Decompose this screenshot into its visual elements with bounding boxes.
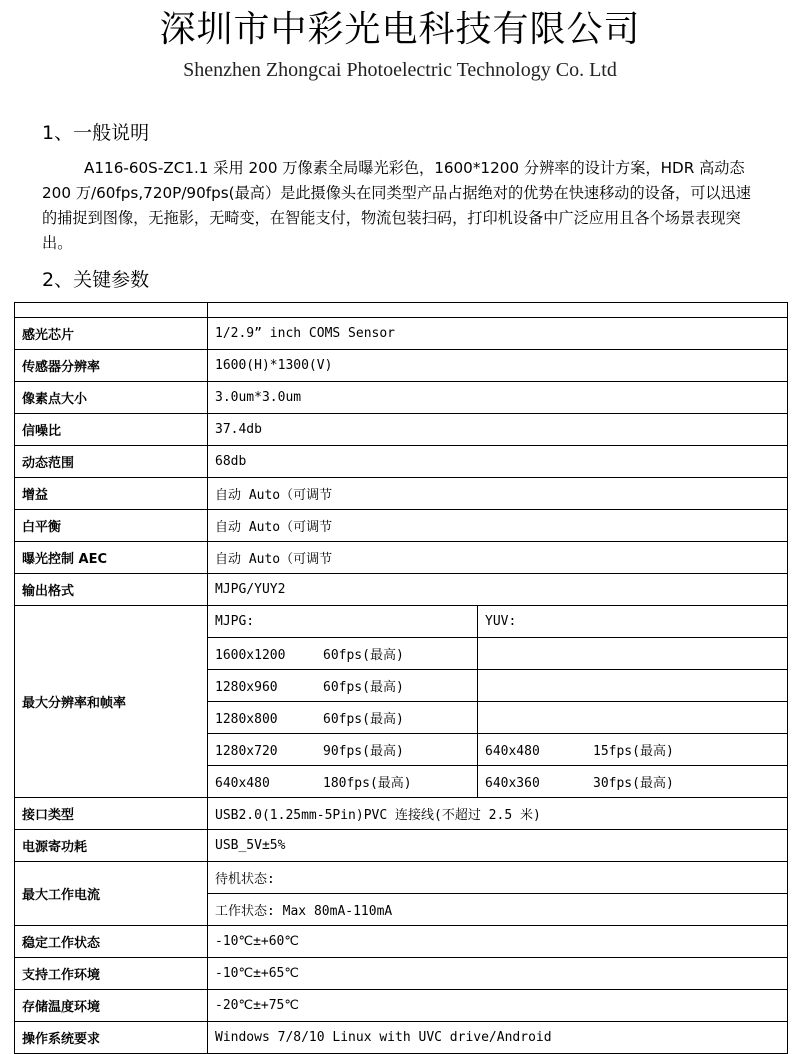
param-value-working: 工作状态: Max 80mA-110mA — [208, 894, 788, 926]
param-value: 1600(H)*1300(V) — [208, 350, 788, 382]
yuv-mode — [478, 670, 788, 702]
yuv-mode — [478, 766, 788, 798]
param-value: -20℃±+75℃ — [208, 990, 788, 1022]
table-row — [15, 318, 788, 350]
mode-resolution: 640x480 — [215, 776, 270, 791]
mode-fps: 60fps(最高) — [323, 680, 404, 695]
table-row — [15, 350, 788, 382]
param-value: MJPG/YUY2 — [208, 574, 788, 606]
table-row — [15, 542, 788, 574]
param-label: 支持工作环境 — [15, 958, 208, 990]
table-row — [15, 606, 788, 638]
table-row — [15, 990, 788, 1022]
param-label: 白平衡 — [15, 510, 208, 542]
mode-fps: 30fps(最高) — [593, 776, 674, 791]
table-row — [15, 303, 788, 318]
company-name-en: Shenzhen Zhongcai Photoelectric Technology Co. Ltd — [183, 59, 617, 81]
yuv-mode — [478, 638, 788, 670]
param-value: 3.0um*3.0um — [208, 382, 788, 414]
param-value: 37.4db — [208, 414, 788, 446]
param-value: Windows 7/8/10 Linux with UVC drive/Android — [208, 1022, 788, 1054]
param-label: 输出格式 — [15, 574, 208, 606]
table-row — [15, 926, 788, 958]
table-row — [15, 862, 788, 894]
param-label: 增益 — [15, 478, 208, 510]
param-value: 自动 Auto（可调节 — [208, 510, 788, 542]
param-label: 曝光控制 AEC — [15, 542, 208, 574]
param-label: 最大分辨率和帧率 — [15, 606, 208, 798]
mode-resolution: 640x480 — [485, 744, 540, 759]
mjpg-mode — [208, 702, 478, 734]
param-label: 操作系统要求 — [15, 1022, 208, 1054]
param-label: 感光芯片 — [15, 318, 208, 350]
table-cell — [15, 303, 208, 318]
mode-fps: 180fps(最高) — [323, 776, 412, 791]
param-value: 68db — [208, 446, 788, 478]
mode-resolution: 1280x800 — [215, 712, 278, 727]
mjpg-mode — [208, 734, 478, 766]
param-label: 动态范围 — [15, 446, 208, 478]
yuv-mode — [478, 702, 788, 734]
table-row — [15, 510, 788, 542]
param-label: 传感器分辨率 — [15, 350, 208, 382]
table-row — [15, 830, 788, 862]
param-label: 电源寄功耗 — [15, 830, 208, 862]
yuv-mode — [478, 734, 788, 766]
mode-fps: 90fps(最高) — [323, 744, 404, 759]
param-value: USB2.0(1.25mm-5Pin)PVC 连接线(不超过 2.5 米) — [208, 798, 788, 830]
general-description: A116-60S-ZC1.1 采用 200 万像素全局曝光彩色，1600*1200 分辨率的设计方案，HDR 高动态 200 万/60fps,720P/90fps(最高）是此摄像头在同类型产品占据绝对的优势在快速移动的设备，可以迅速的捕捉到图像，无拖影，无畸变，在智能支付，物流包装扫码，打印机设备中广泛应用且各个场景表现突出。 — [42, 159, 751, 252]
section-title-general: 1、一般说明 — [42, 122, 150, 144]
table-row — [15, 958, 788, 990]
param-value: -10℃±+65℃ — [208, 958, 788, 990]
mode-resolution: 640x360 — [485, 776, 540, 791]
param-label: 稳定工作状态 — [15, 926, 208, 958]
param-value: 自动 Auto（可调节 — [208, 478, 788, 510]
param-value: 1/2.9” inch COMS Sensor — [208, 318, 788, 350]
param-label: 存储温度环境 — [15, 990, 208, 1022]
param-label: 接口类型 — [15, 798, 208, 830]
table-row — [15, 1022, 788, 1054]
param-label: 信噪比 — [15, 414, 208, 446]
mode-fps: 60fps(最高) — [323, 712, 404, 727]
mode-resolution: 1280x960 — [215, 680, 278, 695]
table-row — [15, 414, 788, 446]
mode-fps: 60fps(最高) — [323, 648, 404, 663]
param-label: 最大工作电流 — [15, 862, 208, 926]
mode-resolution: 1280x720 — [215, 744, 278, 759]
table-row — [15, 382, 788, 414]
table-cell — [208, 303, 788, 318]
param-value: -10℃±+60℃ — [208, 926, 788, 958]
params-table — [14, 302, 788, 1054]
company-name-cn: 深圳市中彩光电科技有限公司 — [159, 9, 641, 50]
param-label: 像素点大小 — [15, 382, 208, 414]
mode-fps: 15fps(最高) — [593, 744, 674, 759]
table-row — [15, 478, 788, 510]
section-title-params: 2、关键参数 — [42, 269, 150, 291]
param-value-standby: 待机状态: — [208, 862, 788, 894]
mjpg-mode — [208, 638, 478, 670]
table-row — [15, 798, 788, 830]
table-row — [15, 574, 788, 606]
param-value: 自动 Auto（可调节 — [208, 542, 788, 574]
yuv-header: YUV: — [478, 606, 788, 638]
mjpg-header: MJPG: — [208, 606, 478, 638]
mode-resolution: 1600x1200 — [215, 648, 286, 663]
param-value: USB_5V±5% — [208, 830, 788, 862]
mjpg-mode — [208, 670, 478, 702]
mjpg-mode — [208, 766, 478, 798]
table-row — [15, 446, 788, 478]
